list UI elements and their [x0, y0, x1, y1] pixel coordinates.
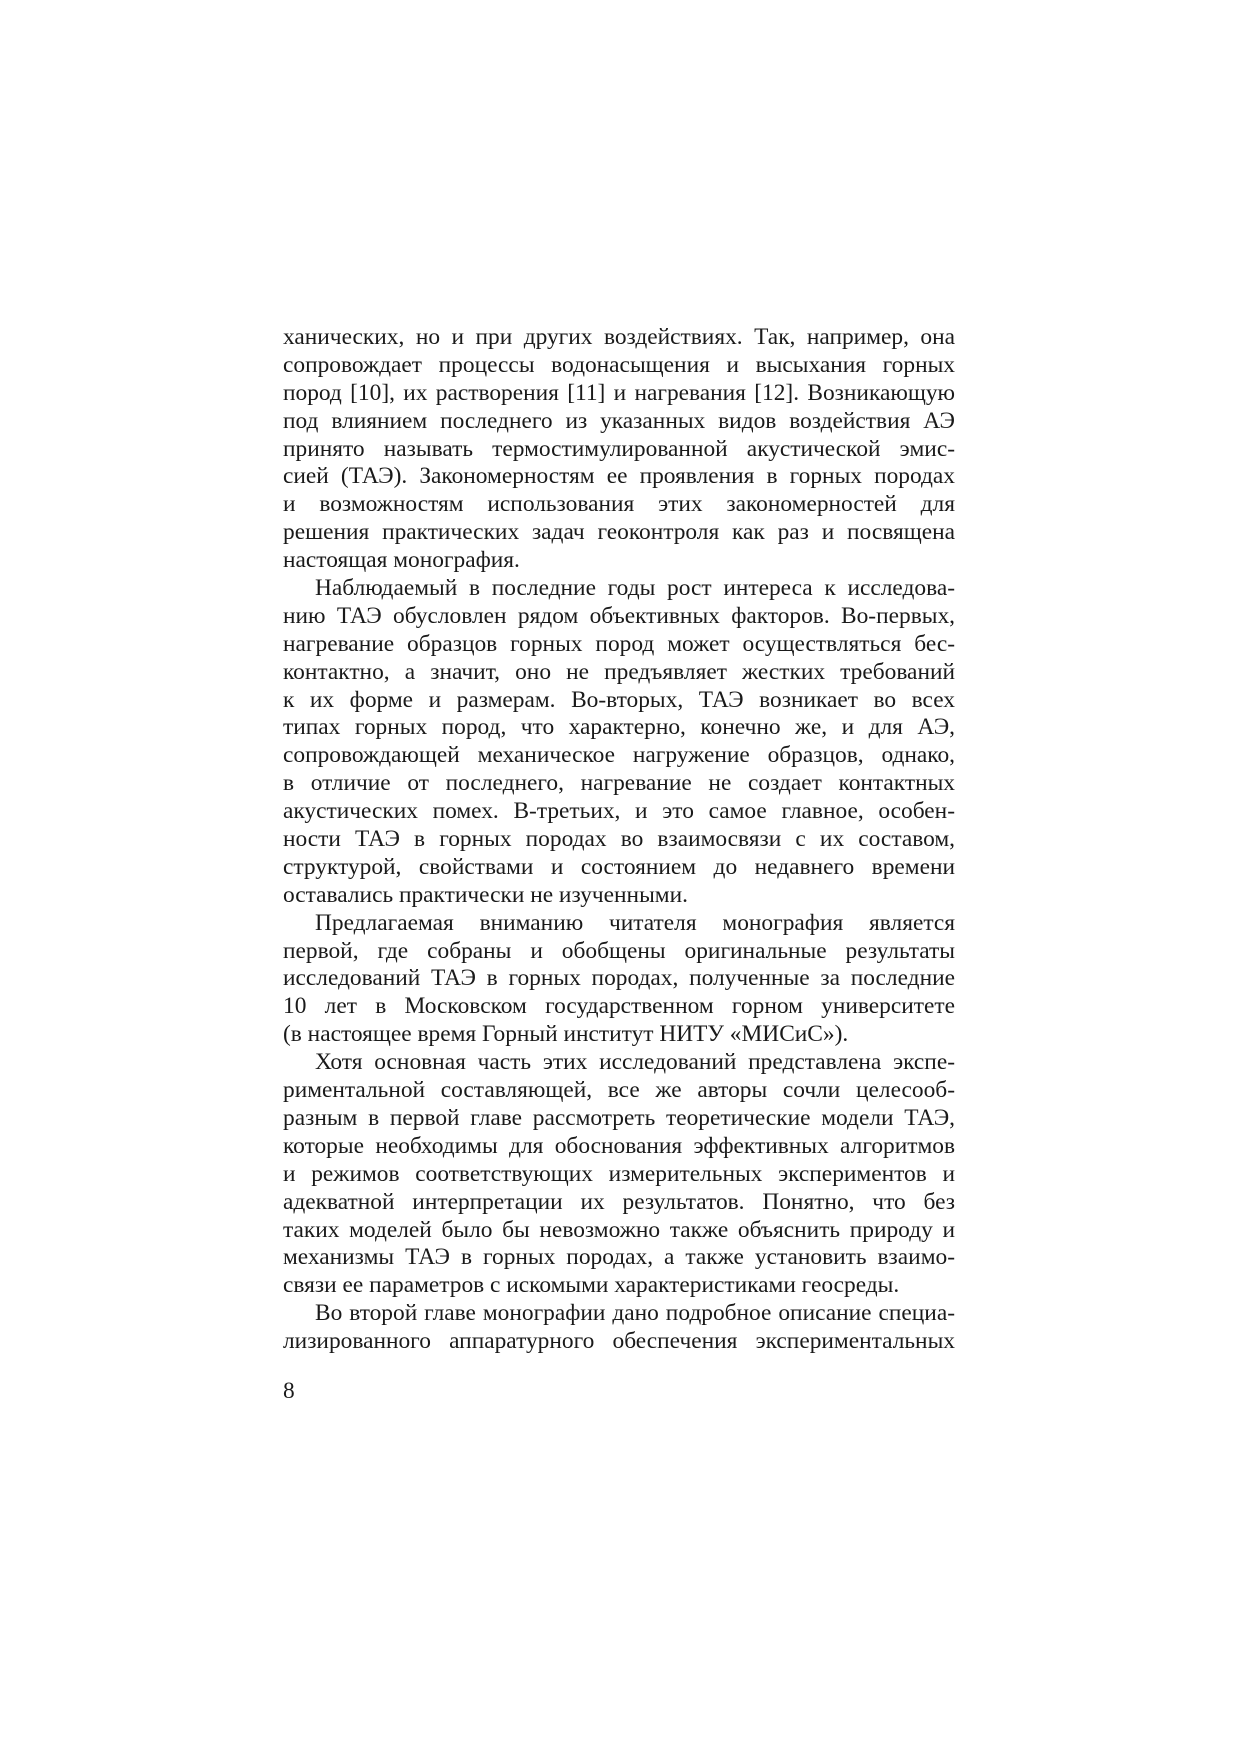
paragraph	[283, 1049, 955, 1300]
paragraph	[283, 324, 955, 575]
text-line: первой, где собраны и обобщены оригинальные результаты	[283, 937, 955, 964]
text-line: разным в первой главе рассмотреть теоретические модели ТАЭ,	[283, 1104, 955, 1131]
text-line: нию ТАЭ обусловлен рядом объективных факторов. Во-первых,	[283, 602, 955, 629]
text-line: 10 лет в Московском государственном горном университете	[283, 993, 955, 1020]
text-line: принято называть термостимулированной акустической эмис-	[283, 435, 955, 462]
text-line: в отличие от последнего, нагревание не создает контактных	[283, 770, 955, 797]
text-line: сией (ТАЭ). Закономерностям ее проявления в горных породах	[283, 463, 955, 490]
text-line: типах горных пород, что характерно, конечно же, и для АЭ,	[283, 714, 955, 741]
text-line: исследований ТАЭ в горных породах, полученные за последние	[283, 965, 955, 992]
body-text	[283, 324, 955, 1356]
page-number: 8	[283, 1378, 295, 1404]
text-line: сопровождающей механическое нагружение образцов, однако,	[283, 742, 955, 769]
text-line: и режимов соответствующих измерительных экспериментов и	[283, 1160, 955, 1187]
text-line: ханических, но и при других воздействиях. Так, например, она	[283, 324, 955, 350]
paragraph	[283, 910, 955, 1049]
text-line: связи ее параметров с искомыми характеристиками геосреды.	[283, 1272, 900, 1299]
paragraph	[283, 575, 955, 910]
text-line: пород [10], их растворения [11] и нагревания [12]. Возникающую	[283, 379, 955, 406]
text-line: контактно, а значит, оно не предъявляет жестких требований	[283, 658, 955, 685]
text-line: к их форме и размерам. Во-вторых, ТАЭ возникает во всех	[283, 686, 955, 713]
text-line: Предлагаемая вниманию читателя монография является	[315, 909, 955, 936]
text-line: настоящая монография.	[283, 547, 520, 574]
text-line: таких моделей было бы невозможно также объяснить природу и	[283, 1216, 955, 1243]
text-line: механизмы ТАЭ в горных породах, а также установить взаимо-	[283, 1244, 955, 1271]
text-line: структурой, свойствами и состоянием до недавнего времени	[283, 853, 955, 880]
text-line: адекватной интерпретации их результатов. Понятно, что без	[283, 1188, 955, 1215]
text-line: и возможностям использования этих закономерностей для	[283, 491, 955, 518]
text-line: лизированного аппаратурного обеспечения экспериментальных	[283, 1328, 955, 1355]
text-line: нагревание образцов горных пород может осуществляться бес-	[283, 630, 955, 657]
text-line: Наблюдаемый в последние годы рост интереса к исследова-	[315, 575, 955, 602]
paragraph	[283, 1300, 955, 1356]
text-line: риментальной составляющей, все же авторы сочли целесооб-	[283, 1077, 955, 1104]
text-line: сопровождает процессы водонасыщения и высыхания горных	[283, 351, 955, 378]
text-line: решения практических задач геоконтроля как раз и посвящена	[283, 519, 955, 546]
text-line: Хотя основная часть этих исследований представлена экспе-	[315, 1049, 955, 1076]
text-line: ности ТАЭ в горных породах во взаимосвязи с их составом,	[283, 826, 955, 853]
text-line: Во второй главе монографии дано подробное описание специа-	[315, 1300, 955, 1327]
text-line: (в настоящее время Горный институт НИТУ «МИСиС»).	[283, 1021, 849, 1048]
text-line: оставались практически не изученными.	[283, 881, 688, 908]
text-line: под влиянием последнего из указанных видов воздействия АЭ	[283, 407, 955, 434]
text-line: которые необходимы для обоснования эффективных алгоритмов	[283, 1132, 955, 1159]
text-line: акустических помех. В-третьих, и это самое главное, особен-	[283, 798, 955, 825]
